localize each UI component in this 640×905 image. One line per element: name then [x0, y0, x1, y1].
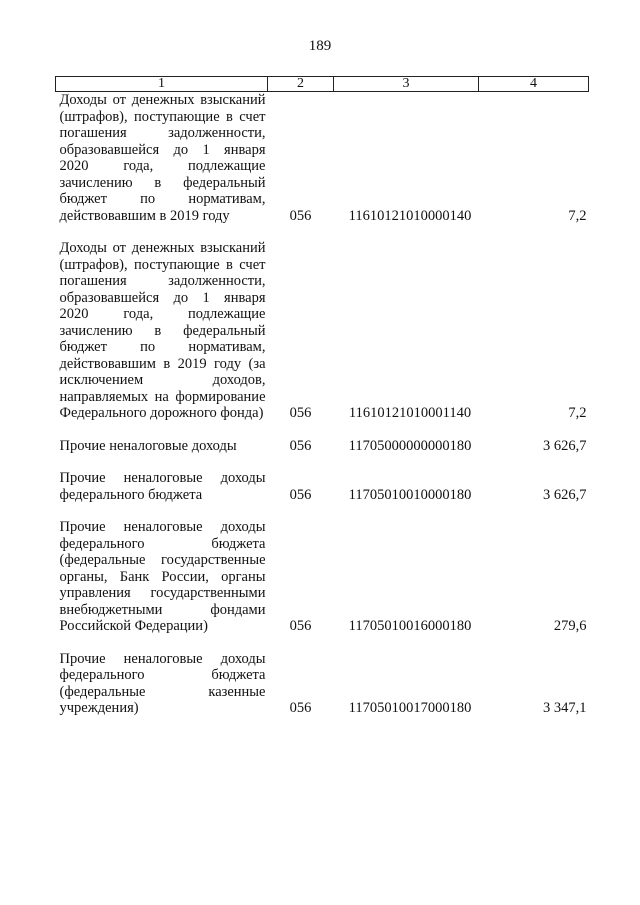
row-name: Прочие неналоговые доходы федерального бюджета: [59, 470, 266, 503]
row-budget-code: 11705010016000180: [348, 618, 472, 634]
row-amount: 3 347,1: [543, 700, 587, 716]
row-amount: 7,2: [568, 207, 587, 224]
row-amount: 279,6: [553, 618, 587, 634]
row-budget-code: 11705010017000180: [348, 700, 472, 716]
table-header: [56, 77, 589, 92]
row-name: Прочие неналоговые доходы федерального бюджета (федеральные казенные учреждения): [59, 650, 266, 716]
row-amount: 7,2: [568, 405, 587, 421]
row-admin-code: 056: [289, 700, 312, 716]
column-header-4: 4: [479, 77, 589, 92]
row-amount: 3 626,7: [543, 437, 587, 454]
row-admin-code: 056: [289, 486, 312, 503]
table-row: [56, 470, 589, 503]
table-row: [56, 519, 589, 635]
row-admin-code: 056: [289, 437, 312, 454]
column-header-3: 3: [334, 77, 479, 92]
header-row: [56, 77, 589, 92]
row-budget-code: 11705000000000180: [348, 437, 472, 454]
page-number: 189: [308, 38, 332, 54]
row-budget-code: 11610121010001140: [348, 405, 472, 421]
table-row: [56, 92, 589, 225]
row-name: Доходы от денежных взысканий (штрафов), поступающие в счет погашения задолженности, образовавшейся до 1 января 2020 года, подлежащие зачислению в федеральный бюджет по нормативам, действовавшим в 2019 году: [59, 92, 266, 224]
revenue-table: [55, 76, 589, 717]
row-name: Прочие неналоговые доходы: [59, 437, 237, 454]
table-row: [56, 240, 589, 422]
row-admin-code: 056: [289, 618, 312, 634]
table-row: [56, 438, 589, 455]
row-amount: 3 626,7: [543, 486, 587, 503]
row-admin-code: 056: [289, 207, 312, 224]
row-budget-code: 11705010010000180: [348, 486, 472, 503]
row-budget-code: 11610121010000140: [348, 207, 472, 224]
column-header-1: 1: [56, 77, 268, 92]
row-admin-code: 056: [289, 405, 312, 421]
table-row: [56, 651, 589, 717]
row-name: Доходы от денежных взысканий (штрафов), поступающие в счет погашения задолженности, образовавшейся до 1 января 2020 года, подлежащие зачислению в федеральный бюджет по нормативам, действовавшим в 2019 году (за исключением доходов, направляемых на формирование Федерального дорожного фонда): [59, 240, 266, 421]
row-name: Прочие неналоговые доходы федерального бюджета (федеральные государственные органы, Банк России, органы управления государственными внебюджетными фондами Российской Федерации): [59, 519, 266, 634]
column-header-2: 2: [268, 77, 334, 92]
table-body: [56, 92, 589, 717]
